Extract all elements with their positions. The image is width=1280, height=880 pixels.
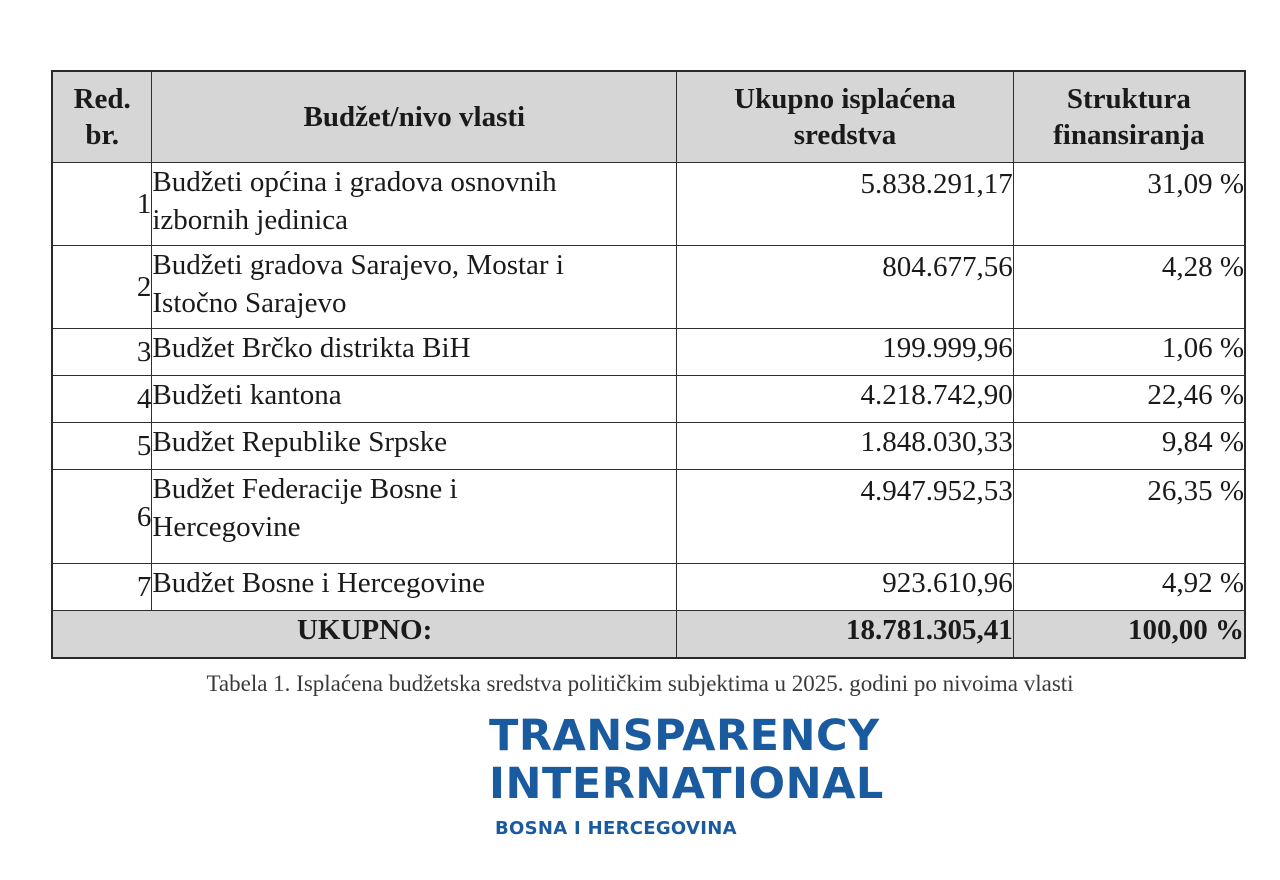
- row-number: 1: [52, 163, 152, 246]
- row-budget-name-line2: Istočno Sarajevo: [152, 287, 347, 319]
- row-budget-name: Budžet Republike Srpske: [152, 423, 677, 470]
- header-row-number-line2: br.: [85, 119, 119, 151]
- row-number: 6: [52, 470, 152, 564]
- table-row: [52, 163, 1245, 246]
- row-number: 2: [52, 246, 152, 329]
- row-share: 9,84 %: [1013, 423, 1245, 470]
- row-number: 7: [52, 564, 152, 611]
- header-row-number: [52, 71, 152, 163]
- table-row: [52, 423, 1245, 470]
- row-number: 5: [52, 423, 152, 470]
- header-total-paid: [677, 71, 1013, 163]
- table-row: [52, 329, 1245, 376]
- row-budget-name-line2: Hercegovine: [152, 511, 301, 543]
- logo-line-transparency: TRANSPARENCY: [489, 711, 880, 761]
- row-budget-name: [152, 163, 677, 246]
- total-share: 100,00 %: [1013, 611, 1245, 659]
- row-share: 26,35 %: [1013, 470, 1245, 564]
- table-row: [52, 564, 1245, 611]
- row-amount: 923.610,96: [677, 564, 1013, 611]
- total-label: UKUPNO:: [52, 611, 677, 659]
- transparency-international-logo: [489, 712, 909, 840]
- row-amount: 199.999,96: [677, 329, 1013, 376]
- row-budget-name: Budžeti kantona: [152, 376, 677, 423]
- table-row: [52, 246, 1245, 329]
- logo-line-country: BOSNA I HERCEGOVINA: [495, 818, 737, 839]
- header-financing-structure: [1013, 71, 1245, 163]
- row-budget-name-line1: Budžeti općina i gradova osnovnih: [152, 166, 557, 198]
- header-budget-level: Budžet/nivo vlasti: [152, 71, 677, 163]
- row-budget-name: [152, 246, 677, 329]
- table-header-row: [52, 71, 1245, 163]
- row-amount: 4.947.952,53: [677, 470, 1013, 564]
- row-budget-name-line1: Budžet Federacije Bosne i: [152, 473, 458, 505]
- row-number: 4: [52, 376, 152, 423]
- row-budget-name: Budžet Brčko distrikta BiH: [152, 329, 677, 376]
- row-amount: 804.677,56: [677, 246, 1013, 329]
- total-amount: 18.781.305,41: [677, 611, 1013, 659]
- table-caption: Tabela 1. Isplaćena budžetska sredstva političkim subjektima u 2025. godini po nivoima vlasti: [206, 671, 1074, 696]
- row-share: 22,46 %: [1013, 376, 1245, 423]
- total-row: [52, 611, 1245, 659]
- header-financing-structure-line2: finansiranja: [1053, 119, 1205, 151]
- row-share: 31,09 %: [1013, 163, 1245, 246]
- row-amount: 1.848.030,33: [677, 423, 1013, 470]
- row-number: 3: [52, 329, 152, 376]
- header-row-number-line1: Red.: [73, 83, 131, 115]
- row-share: 4,28 %: [1013, 246, 1245, 329]
- table-row: [52, 376, 1245, 423]
- row-share: 1,06 %: [1013, 329, 1245, 376]
- row-budget-name-line2: izbornih jedinica: [152, 204, 349, 236]
- budget-table: [51, 70, 1246, 659]
- row-amount: 4.218.742,90: [677, 376, 1013, 423]
- logo-line-international: INTERNATIONAL: [489, 759, 884, 809]
- header-total-paid-line2: sredstva: [793, 119, 897, 151]
- header-total-paid-line1: Ukupno isplaćena: [734, 83, 956, 115]
- row-budget-name: [152, 470, 677, 564]
- header-financing-structure-line1: Struktura: [1066, 83, 1191, 115]
- row-share: 4,92 %: [1013, 564, 1245, 611]
- table-row: [52, 470, 1245, 564]
- row-amount: 5.838.291,17: [677, 163, 1013, 246]
- row-budget-name: Budžet Bosne i Hercegovine: [152, 564, 677, 611]
- row-budget-name-line1: Budžeti gradova Sarajevo, Mostar i: [152, 249, 564, 281]
